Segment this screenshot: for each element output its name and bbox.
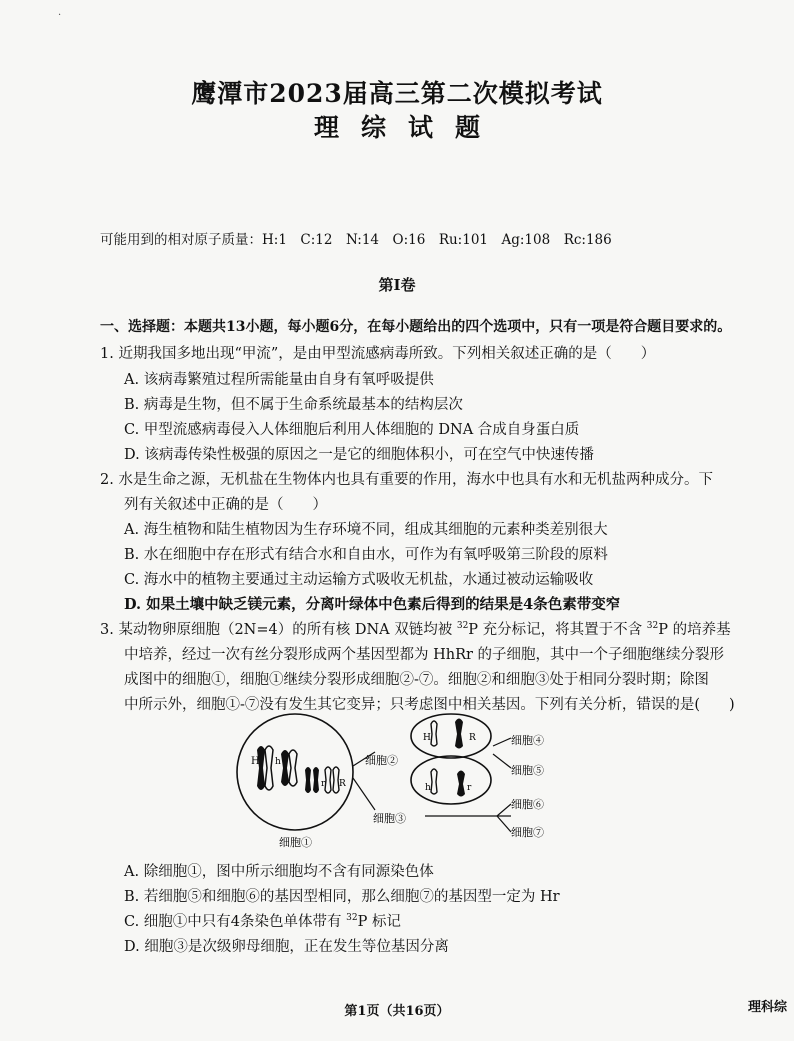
q3-stem-line1: 3. 某动物卵原细胞（2N=4）的所有核 DNA 双链均被 $^{32}$P 充分标记，将其置于不含 $^{32}$P 的培养基 [100,621,731,638]
cell7-label: 细胞⑦ [511,826,544,839]
q3-option-b: B. 若细胞⑤和细胞⑥的基因型相同，那么细胞⑦的基因型一定为 Hr [124,889,560,905]
q2-option-d: D. 如果土壤中缺乏镁元素，分离叶绿体中色素后得到的结果是4条色素带变窄 [124,596,621,613]
q1-option-c: C. 甲型流感病毒侵入人体细胞后利用人体细胞的 DNA 合成自身蛋白质 [124,422,580,438]
footer-subject: 理科综 [748,1000,788,1015]
section-heading: 第Ⅰ卷 [378,276,416,294]
label-h-lower: h [275,757,281,767]
q3-option-a: A. 除细胞①，图中所示细胞均不含有同源染色体 [124,864,434,880]
cell2-lower [411,756,491,804]
q1-option-d: D. 该病毒传染性极强的原因之一是它的细胞体积小，可在空气中快速传播 [124,447,594,463]
cell2-label-r-upper: R [469,733,476,743]
q2-option-a: A. 海生植物和陆生植物因为生存环境不同，组成其细胞的元素种类差别很大 [124,522,608,538]
label-h-upper: H [251,756,260,767]
cell6-label: 细胞⑥ [511,798,544,811]
label-r-lower: r [321,779,326,789]
cell2-label-r-lower: r [467,783,472,793]
q3-stem-line4: 中所示外，细胞①-⑦没有发生其它变异；只考虑图中相关基因。下列有关分析，错误的是( ) [124,697,735,713]
cell5-label: 细胞⑤ [511,764,544,777]
exam-subtitle: 理综试题 [313,113,502,142]
cell4-label: 细胞④ [511,734,544,747]
cell2-label-h-lower: h [425,783,431,793]
q2-stem-line2: 列有关叙述中正确的是（ ） [124,497,327,513]
cell1-chromosomes [257,746,339,793]
page-number: 第1页（共16页） [344,1004,450,1019]
q2-option-b: B. 水在细胞中存在形式有结合水和自由水，可作为有氧呼吸第三阶段的原料 [124,547,608,563]
q3-stem-line2: 中培养，经过一次有丝分裂形成两个基因型都为 HhRr 的子细胞，其中一个子细胞继续分裂形 [124,647,725,663]
q2-stem-line1: 2. 水是生命之源，无机盐在生物体内也具有重要的作用，海水中也具有水和无机盐两种成分。下 [100,472,713,488]
q1-stem: 1. 近期我国多地出现“甲流”，是由甲型流感病毒所致。下列相关叙述正确的是（ ） [100,346,656,362]
scan-mark: · [58,10,62,21]
q3-option-c: C. 细胞①中只有4条染色单体带有 $^{32}$P 标记 [124,913,401,930]
atomic-masses: 可能用到的相对原子质量：H:1 C:12 N:14 O:16 Ru:101 Ag:108 Rc:186 [100,232,612,248]
q3-stem-line3: 成图中的细胞①，细胞①继续分裂形成细胞②-⑦。细胞②和细胞③处于相同分裂时期；除图 [124,672,709,688]
arrow-to-cell3 [353,778,375,810]
label-r-upper: R [339,779,346,789]
q1-option-a: A. 该病毒繁殖过程所需能量由自身有氧呼吸提供 [124,372,434,388]
exam-title: 鹰潭市2023届高三第二次模拟考试 [191,79,603,108]
cell1-label: 细胞① [279,836,312,849]
q2-option-c: C. 海水中的植物主要通过主动运输方式吸收无机盐，水通过被动运输吸收 [124,572,594,588]
q1-option-b: B. 病毒是生物，但不属于生命系统最基本的结构层次 [124,397,463,413]
cell2-label: 细胞② [365,754,398,767]
cell2-label-h-upper: H [423,733,431,743]
instruction: 一、选择题：本题共13小题，每小题6分，在每小题给出的四个选项中，只有一项是符合题目要求的。 [100,319,732,335]
cell3-label: 细胞③ [373,812,406,825]
q3-option-d: D. 细胞③是次级卵母细胞，正在发生等位基因分离 [124,939,449,955]
cell-division-diagram [235,712,565,852]
